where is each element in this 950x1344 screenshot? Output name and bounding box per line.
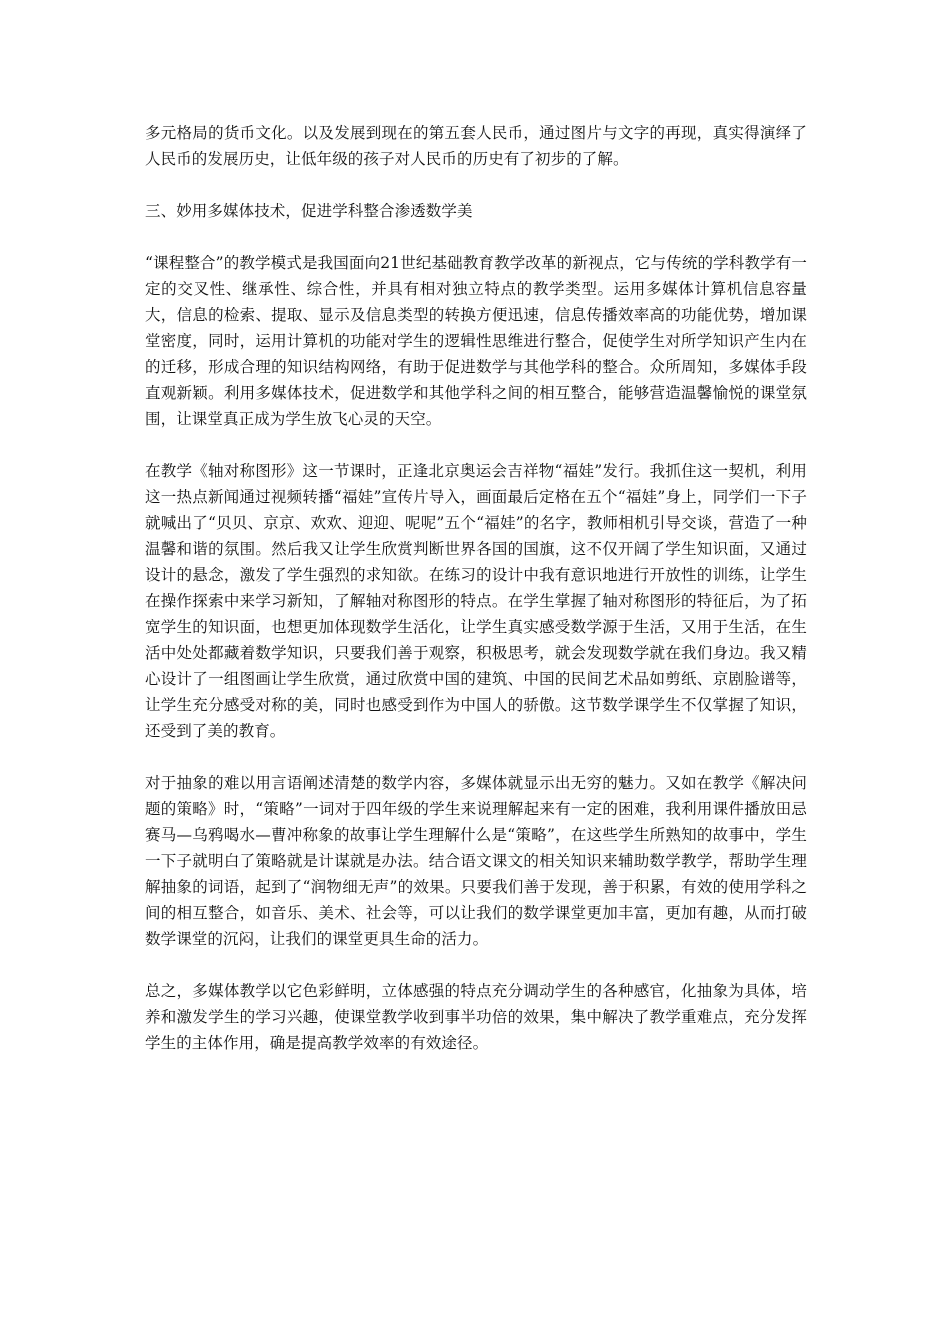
paragraph-axis-symmetry: 在教学《轴对称图形》这一节课时，正逢北京奥运会吉祥物“福娃”发行。我抓住这一契机，利用这一热点新闻通过视频转播“福娃”宣传片导入，画面最后定格在五个“福娃”身上，同学们一下子就喊出了“贝贝、京京、欢欢、迎迎、呢呢”五个“福娃”的名字，教师相机引导交谈，营造了一种温馨和谐的氛围。然后我又让学生欣赏判断世界各国的国旗，这不仅开阔了学生知识面，又通过设计的悬念，激发了学生强烈的求知欲。在练习的设计中我有意识地进行开放性的训练，让学生在操作探索中来学习新知，了解轴对称图形的特点。在学生掌握了轴对称图形的特征后，为了拓宽学生的知识面，也想更加体现数学生活化，让学生真实感受数学源于生活，又用于生活，在生活中处处都藏着数学知识，只要我们善于观察，积极思考，就会发现数学就在我们身边。我又精心设计了一组图画让学生欣赏，通过欣赏中国的建筑、中国的民间艺术品如剪纸、京剧脸谱等，让学生充分感受对称的美，同时也感受到作为中国人的骄傲。这节数学课学生不仅掌握了知识，还受到了美的教育。 (145, 462, 807, 740)
paragraph-conclusion: 总之，多媒体教学以它色彩鲜明，立体感强的特点充分调动学生的各种感官，化抽象为具体，培养和激发学生的学习兴趣，使课堂教学收到事半功倍的效果，集中解决了教学重难点，充分发挥学生的主体作用，确是提高教学效率的有效途径。 (145, 982, 807, 1052)
paragraph-abstract-content: 对于抽象的难以用言语阐述清楚的数学内容，多媒体就显示出无穷的魅力。又如在教学《解决问题的策略》时，“策略”一词对于四年级的学生来说理解起来有一定的困难，我利用课件播放田忌赛马—乌鸦喝水—曹冲称象的故事让学生理解什么是“策略”，在这些学生所熟知的故事中，学生一下子就明白了策略就是计谋就是办法。结合语文课文的相关知识来辅助数学教学，帮助学生理解抽象的词语，起到了“润物细无声”的效果。只要我们善于发现，善于积累，有效的使用学科之间的相互整合，如音乐、美术、社会等，可以让我们的数学课堂更加丰富，更加有趣，从而打破数学课堂的沉闷，让我们的课堂更具生命的活力。 (145, 774, 807, 948)
section-heading: 三、妙用多媒体技术，促进学科整合渗透数学美 (145, 202, 473, 220)
paragraph-intro: 多元格局的货币文化。以及发展到现在的第五套人民币，通过图片与文字的再现，真实得演绎了人民币的发展历史，让低年级的孩子对人民币的历史有了初步的了解。 (145, 124, 807, 168)
document-body (145, 120, 807, 1082)
paragraph-curriculum-integration: “课程整合”的教学模式是我国面向21世纪基础教育教学改革的新视点，它与传统的学科教学有一定的交叉性、继承性、综合性，并具有相对独立特点的教学类型。运用多媒体计算机信息容量大，信息的检索、提取、显示及信息类型的转换方便迅速，信息传播效率高的功能优势，增加课堂密度，同时，运用计算机的功能对学生的逻辑性思维进行整合，促使学生对所学知识产生内在的迁移，形成合理的知识结构网络，有助于促进数学与其他学科的整合。众所周知，多媒体手段直观新颖。利用多媒体技术，促进数学和其他学科之间的相互整合，能够营造温馨愉悦的课堂氛围，让课堂真正成为学生放飞心灵的天空。 (145, 254, 807, 428)
